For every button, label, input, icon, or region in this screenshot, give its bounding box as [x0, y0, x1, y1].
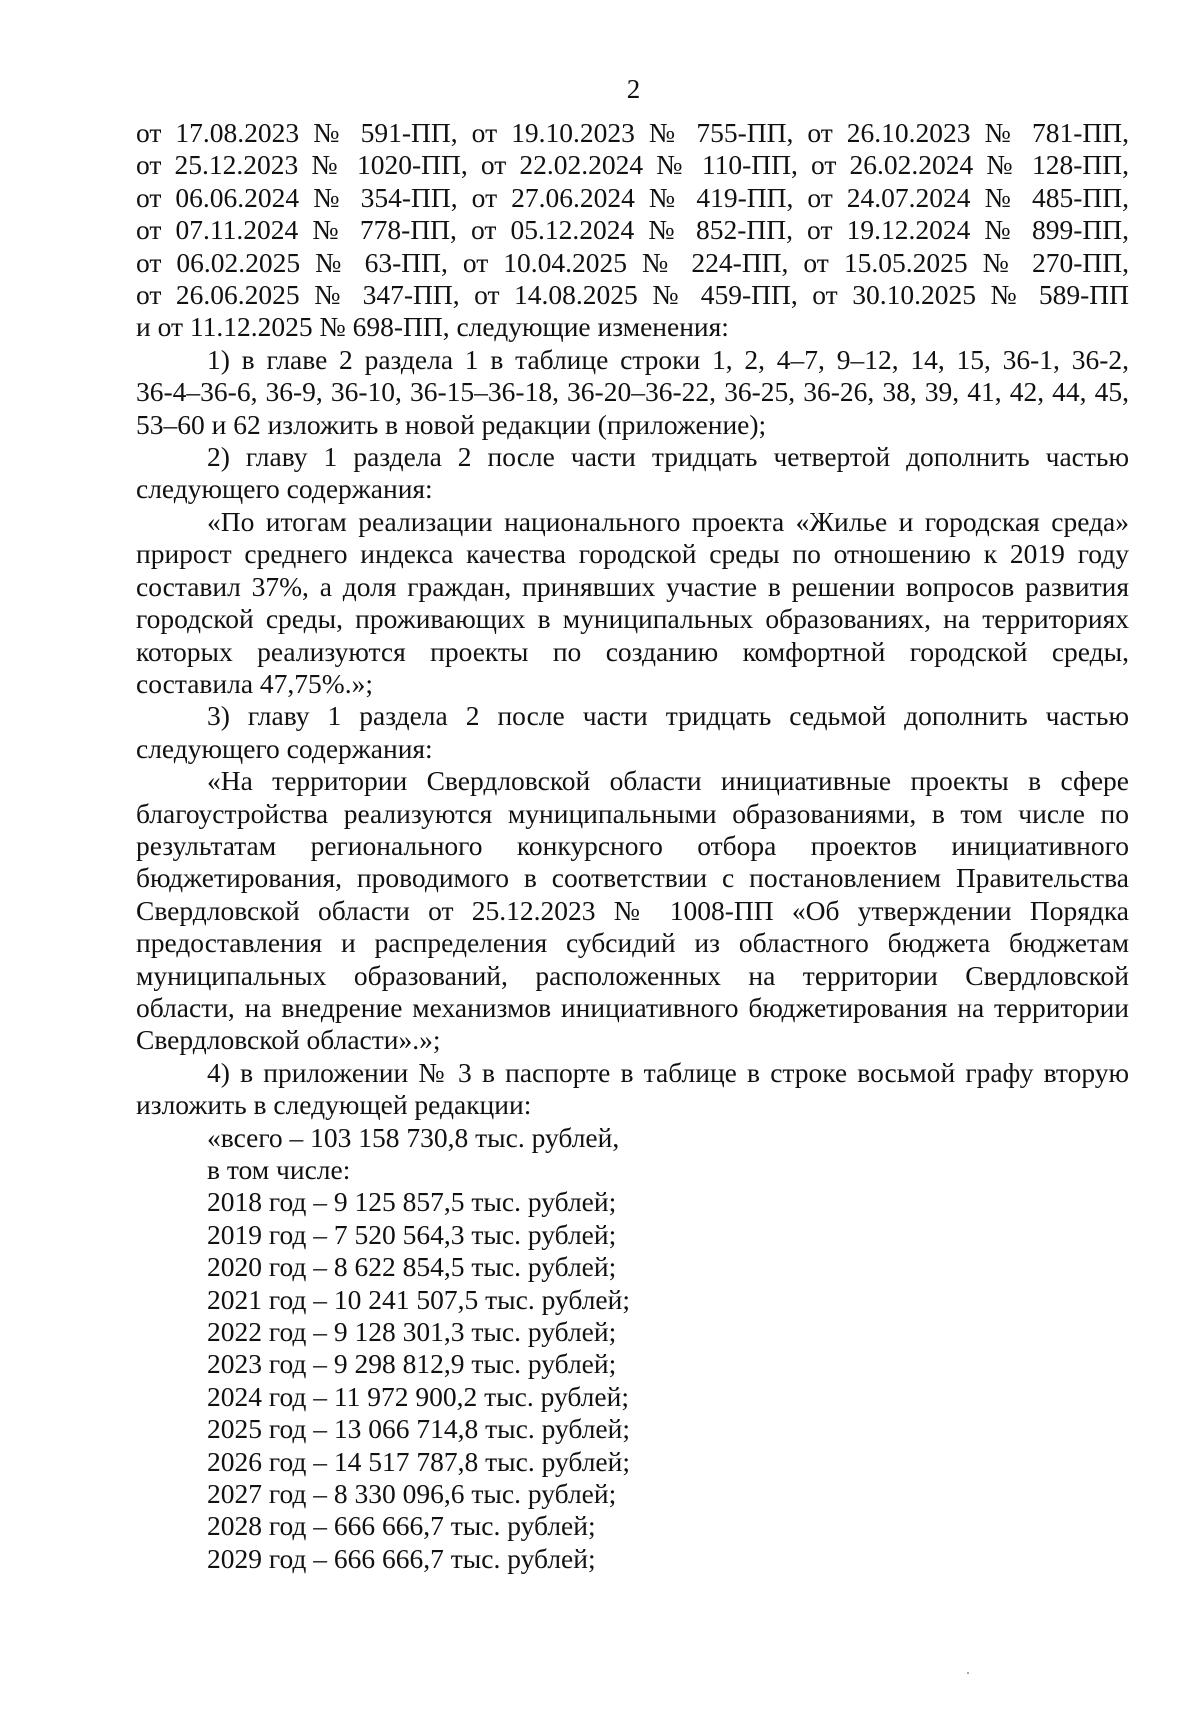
quote-2-line: «На территории Свердловской области инициативные проекты в сфере — [207, 765, 1129, 797]
text-line: от 06.02.2025 № 63-ПП, от 10.04.2025 № 224-ПП, от 15.05.2025 № 270-ПП, — [136, 246, 1129, 278]
page-number: 2 — [626, 74, 641, 104]
financing-year-2025: 2025 год – 13 066 714,8 тыс. рублей; — [207, 1413, 630, 1445]
list-item-4-line: изложить в следующей редакции: — [136, 1089, 532, 1121]
financing-year-2029: 2029 год – 666 666,7 тыс. рублей; — [207, 1542, 596, 1574]
list-item-2-line: 2) главу 1 раздела 2 после части тридцать четвертой дополнить частью — [207, 441, 1129, 473]
quote-2-line: предоставления и распределения субсидий из областного бюджета бюджетам — [136, 927, 1129, 959]
text-line: от 06.06.2024 № 354-ПП, от 27.06.2024 № 419-ПП, от 24.07.2024 № 485-ПП, — [136, 181, 1129, 213]
quote-2-line: бюджетирования, проводимого в соответствии с постановлением Правительства — [136, 862, 1129, 894]
financing-year-2026: 2026 год – 14 517 787,8 тыс. рублей; — [207, 1445, 630, 1477]
financing-year-2028: 2028 год – 666 666,7 тыс. рублей; — [207, 1510, 596, 1542]
financing-year-2021: 2021 год – 10 241 507,5 тыс. рублей; — [207, 1283, 630, 1315]
financing-year-2020: 2020 год – 8 622 854,5 тыс. рублей; — [207, 1251, 617, 1283]
quote-2-line: Свердловской области».»; — [136, 1024, 441, 1056]
text-line: от 26.06.2025 № 347-ПП, от 14.08.2025 № 459-ПП, от 30.10.2025 № 589-ПП — [136, 279, 1129, 311]
text-line: и от 11.12.2025 № 698-ПП, следующие изменения: — [136, 311, 729, 343]
quote-1-line: составила 47,75%.»; — [136, 667, 373, 699]
financing-year-2019: 2019 год – 7 520 564,3 тыс. рублей; — [207, 1218, 617, 1250]
text-line: от 17.08.2023 № 591-ПП, от 19.10.2023 № 755-ПП, от 26.10.2023 № 781-ПП, — [136, 117, 1129, 148]
list-item-2-line: следующего содержания: — [136, 473, 433, 505]
quote-1-line: которых реализуются проекты по созданию комфортной городской среды, — [136, 635, 1129, 667]
text-line: от 25.12.2023 № 1020-ПП, от 22.02.2024 № 110-ПП, от 26.02.2024 № 128-ПП, — [136, 149, 1129, 181]
financing-total: «всего – 103 158 730,8 тыс. рублей, — [207, 1121, 620, 1153]
quote-2-line: результатам регионального конкурсного отбора проектов инициативного — [136, 829, 1129, 861]
financing-including: в том числе: — [207, 1154, 351, 1185]
scan-speck — [967, 1672, 969, 1674]
financing-year-2027: 2027 год – 8 330 096,6 тыс. рублей; — [207, 1478, 617, 1510]
list-item-3-line: следующего содержания: — [136, 732, 433, 764]
quote-1-line: городской среды, проживающих в муниципальных образованиях, на территориях — [136, 603, 1129, 635]
quote-1-line: составил 37%, а доля граждан, принявших участие в решении вопросов развития — [136, 570, 1129, 602]
list-item-1-line: 1) в главе 2 раздела 1 в таблице строки 1, 2, 4–7, 9–12, 14, 15, 36-1, 36-2, — [207, 343, 1129, 375]
list-item-3-line: 3) главу 1 раздела 2 после части тридцать седьмой дополнить частью — [207, 700, 1129, 732]
quote-1-line: прирост среднего индекса качества городской среды по отношению к 2019 году — [136, 538, 1129, 570]
financing-year-2023: 2023 год – 9 298 812,9 тыс. рублей; — [207, 1348, 617, 1380]
text-line: от 07.11.2024 № 778-ПП, от 05.12.2024 № 852-ПП, от 19.12.2024 № 899-ПП, — [136, 214, 1129, 246]
financing-year-2024: 2024 год – 11 972 900,2 тыс. рублей; — [207, 1380, 629, 1412]
financing-block — [136, 1122, 1129, 1576]
document-body — [136, 117, 1129, 1575]
quote-1-line: «По итогам реализации национального проекта «Жилье и городская среда» — [207, 505, 1129, 537]
list-item-1-line: 53–60 и 62 изложить в новой редакции (приложение); — [136, 408, 767, 440]
list-item-1-line: 36-4–36-6, 36-9, 36-10, 36-15–36-18, 36-20–36-22, 36-25, 36-26, 38, 39, 41, 42, 44, 45, — [136, 376, 1129, 408]
quote-2-line: области, на внедрение механизмов инициативного бюджетирования на территории — [136, 991, 1129, 1023]
quote-2-line: муниципальных образований, расположенных на территории Свердловской — [136, 959, 1129, 991]
quote-2-line: благоустройства реализуются муниципальными образованиями, в том числе по — [136, 797, 1129, 829]
financing-year-2018: 2018 год – 9 125 857,5 тыс. рублей; — [207, 1186, 617, 1218]
financing-year-2022: 2022 год – 9 128 301,3 тыс. рублей; — [207, 1316, 617, 1348]
list-item-4-line: 4) в приложении № 3 в паспорте в таблице в строке восьмой графу вторую — [207, 1056, 1129, 1088]
quote-2-line: Свердловской области от 25.12.2023 № 1008-ПП «Об утверждении Порядка — [136, 894, 1129, 926]
